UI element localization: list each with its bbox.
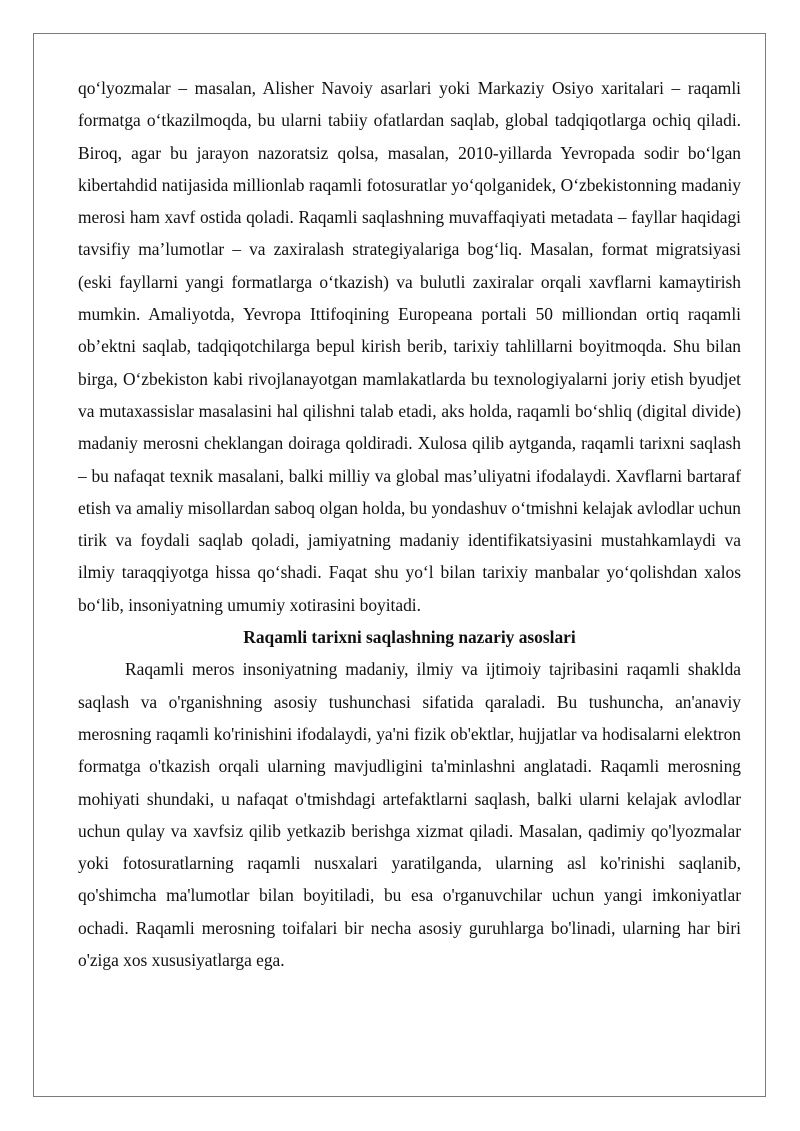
paragraph-theory: Raqamli meros insoniyatning madaniy, ilmiy va ijtimoiy tajribasini raqamli shaklda saqlash va o'rganishning asosiy tushunchasi sifatida qaraladi. Bu tushuncha, an'anaviy merosning raqamli ko'rinishini ifodalaydi, ya'ni fizik ob'ektlar, hujjatlar va hodisalarni elektron formatga o'tkazish orqali ularning mavjudligini ta'minlashni anglatadi. Raqamli merosning mohiyati shundaki, u nafaqat o'tmishdagi artefaktlarni saqlash, balki ularni kelajak avlodlar uchun qulay va xavfsiz qilib yetkazib berishga xizmat qiladi. Masalan, qadimiy qo'lyozmalar yoki fotosuratlarning raqamli nusxalari yaratilganda, ularning asl ko'rinishi saqlanib, qo'shimcha ma'lumotlar bilan boyitiladi, bu esa o'rganuvchilar uchun yangi imkoniyatlar ochadi. Raqamli merosning toifalari bir necha asosiy guruhlarga bo'linadi, ularning har biri o'ziga xos xususiyatlarga ega. bbox=[78, 659, 741, 971]
section-heading: Raqamli tarixni saqlashning nazariy asoslari bbox=[243, 627, 576, 648]
paragraph-intro: qo‘lyozmalar – masalan, Alisher Navoiy asarlari yoki Markaziy Osiyo xaritalari – raqamli formatga o‘tkazilmoqda, bu ularni tabiiy ofatlardan saqlab, global tadqiqotlarga ochiq qiladi. Biroq, agar bu jarayon nazoratsiz qolsa, masalan, 2010-yillarda Yevropada sodir bo‘lgan kibertahdid natijasida millionlab raqamli fotosuratlar yo‘qolganidek, O‘zbekistonning madaniy merosi ham xavf ostida qoladi. Raqamli saqlashning muvaffaqiyati metadata – fayllar haqidagi tavsifiy ma’lumotlar – va zaxiralash strategiyalariga bog‘liq. Masalan, format migratsiyasi (eski fayllarni yangi formatlarga o‘tkazish) va bulutli zaxiralar orqali xavflarni kamaytirish mumkin. Amaliyotda, Yevropa Ittifoqining Europeana portali 50 milliondan ortiq raqamli ob’ektni saqlab, tadqiqotchilarga bepul kirish berib, tarixiy tahlillarni boyitmoqda. Shu bilan birga, O‘zbekiston kabi rivojlanayotgan mamlakatlarda bu texnologiyalarni joriy etish byudjet va mutaxassislar masalasini hal qilishni talab etadi, aks holda, raqamli bo‘shliq (digital divide) madaniy merosni cheklangan doiraga qoldiradi. Xulosa qilib aytganda, raqamli tarixni saqlash – bu nafaqat texnik masalani, balki milliy va global mas’uliyatni ifodalaydi. Xavflarni bartaraf etish va amaliy misollardan saboq olgan holda, bu yondashuv o‘tmishni kelajak avlodlar uchun tirik va foydali saqlab qoladi, jamiyatning madaniy identifikatsiyasini mustahkamlaydi va ilmiy taraqqiyotga hissa qo‘shadi. Faqat shu yo‘l bilan tarixiy manbalar yo‘qolishdan xalos bo‘lib, insoniyatning umumiy xotirasini boyitadi. bbox=[78, 78, 741, 615]
document-body bbox=[78, 72, 741, 976]
